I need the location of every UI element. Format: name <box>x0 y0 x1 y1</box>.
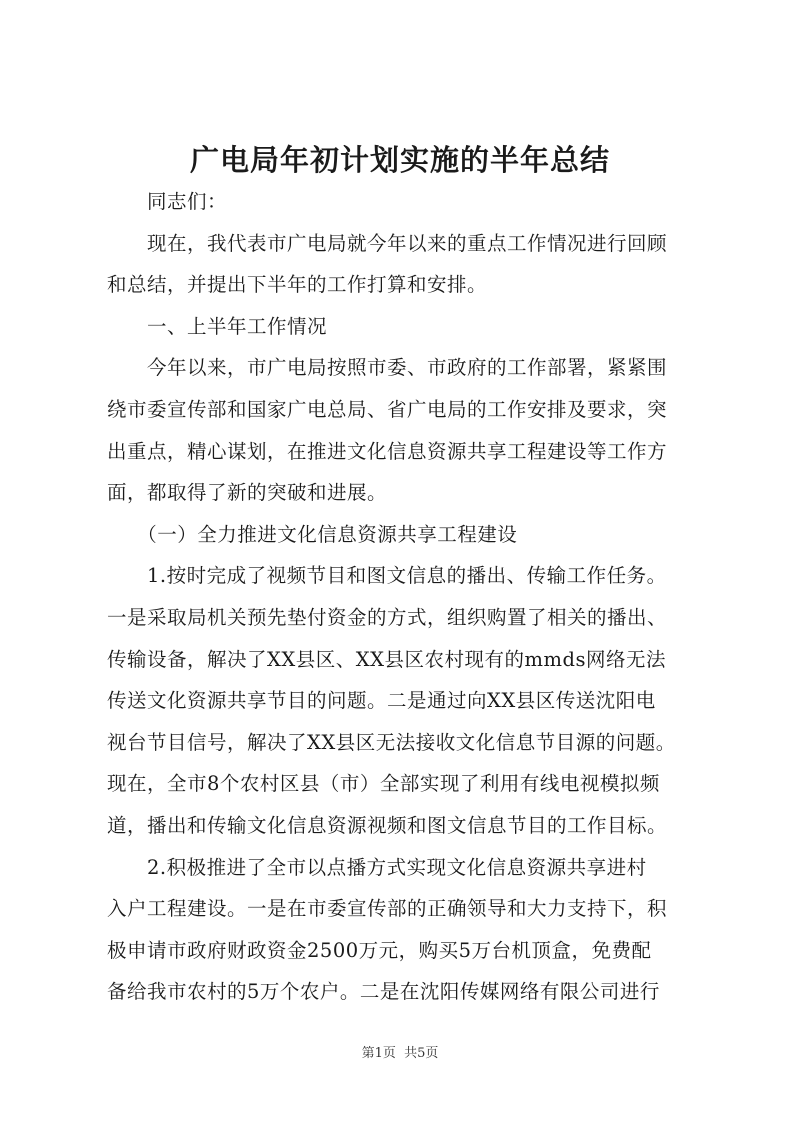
body-line: 和总结，并提出下半年的工作打算和安排。 <box>107 273 488 297</box>
body-line: 1.按时完成了视频节目和图文信息的播出、传输工作任务。 <box>107 564 667 588</box>
document-body <box>107 181 717 1013</box>
body-line: 现在，我代表市广电局就今年以来的重点工作情况进行回顾 <box>107 231 668 255</box>
document-title: 广电局年初计划实施的半年总结 <box>189 143 610 177</box>
body-line: 绕市委宣传部和国家广电总局、省广电局的工作安排及要求，突 <box>107 397 668 421</box>
body-line: 面，都取得了新的突破和进展。 <box>107 481 388 505</box>
body-line: 入户工程建设。一是在市委宣传部的正确领导和大力支持下，积 <box>107 897 668 921</box>
body-line: 备给我市农村的5万个农户。二是在沈阳传媒网络有限公司进行 <box>107 980 660 1004</box>
page-total: 共5页 <box>404 1046 439 1061</box>
body-line: 同志们： <box>107 190 228 213</box>
body-line: 现在，全市8个农村区县（市）全部实现了利用有线电视模拟频 <box>107 772 660 796</box>
body-line: 视台节目信号，解决了XX县区无法接收文化信息节目源的问题。 <box>107 730 676 754</box>
body-line: 一、上半年工作情况 <box>107 314 328 338</box>
body-line: （一）全力推进文化信息资源共享工程建设 <box>107 522 518 546</box>
body-line: 出重点，精心谋划，在推进文化信息资源共享工程建设等工作方 <box>107 439 668 463</box>
body-line: 极申请市政府财政资金2500万元，购买5万台机顶盒，免费配 <box>107 938 652 962</box>
body-line: 传输设备，解决了XX县区、XX县区农村现有的mmds网络无法 <box>107 647 667 671</box>
body-line: 一是采取局机关预先垫付资金的方式，组织购置了相关的播出、 <box>107 605 668 629</box>
body-line: 传送文化资源共享节目的问题。二是通过向XX县区传送沈阳电 <box>107 689 656 713</box>
body-line: 今年以来，市广电局按照市委、市政府的工作部署，紧紧围 <box>107 356 668 380</box>
body-line: 2.积极推进了全市以点播方式实现文化信息资源共享进村 <box>107 855 647 879</box>
page-footer <box>0 1045 800 1063</box>
page-number: 第1页 <box>361 1046 396 1061</box>
body-line: 道，播出和传输文化信息资源视频和图文信息节目的工作目标。 <box>107 813 668 837</box>
